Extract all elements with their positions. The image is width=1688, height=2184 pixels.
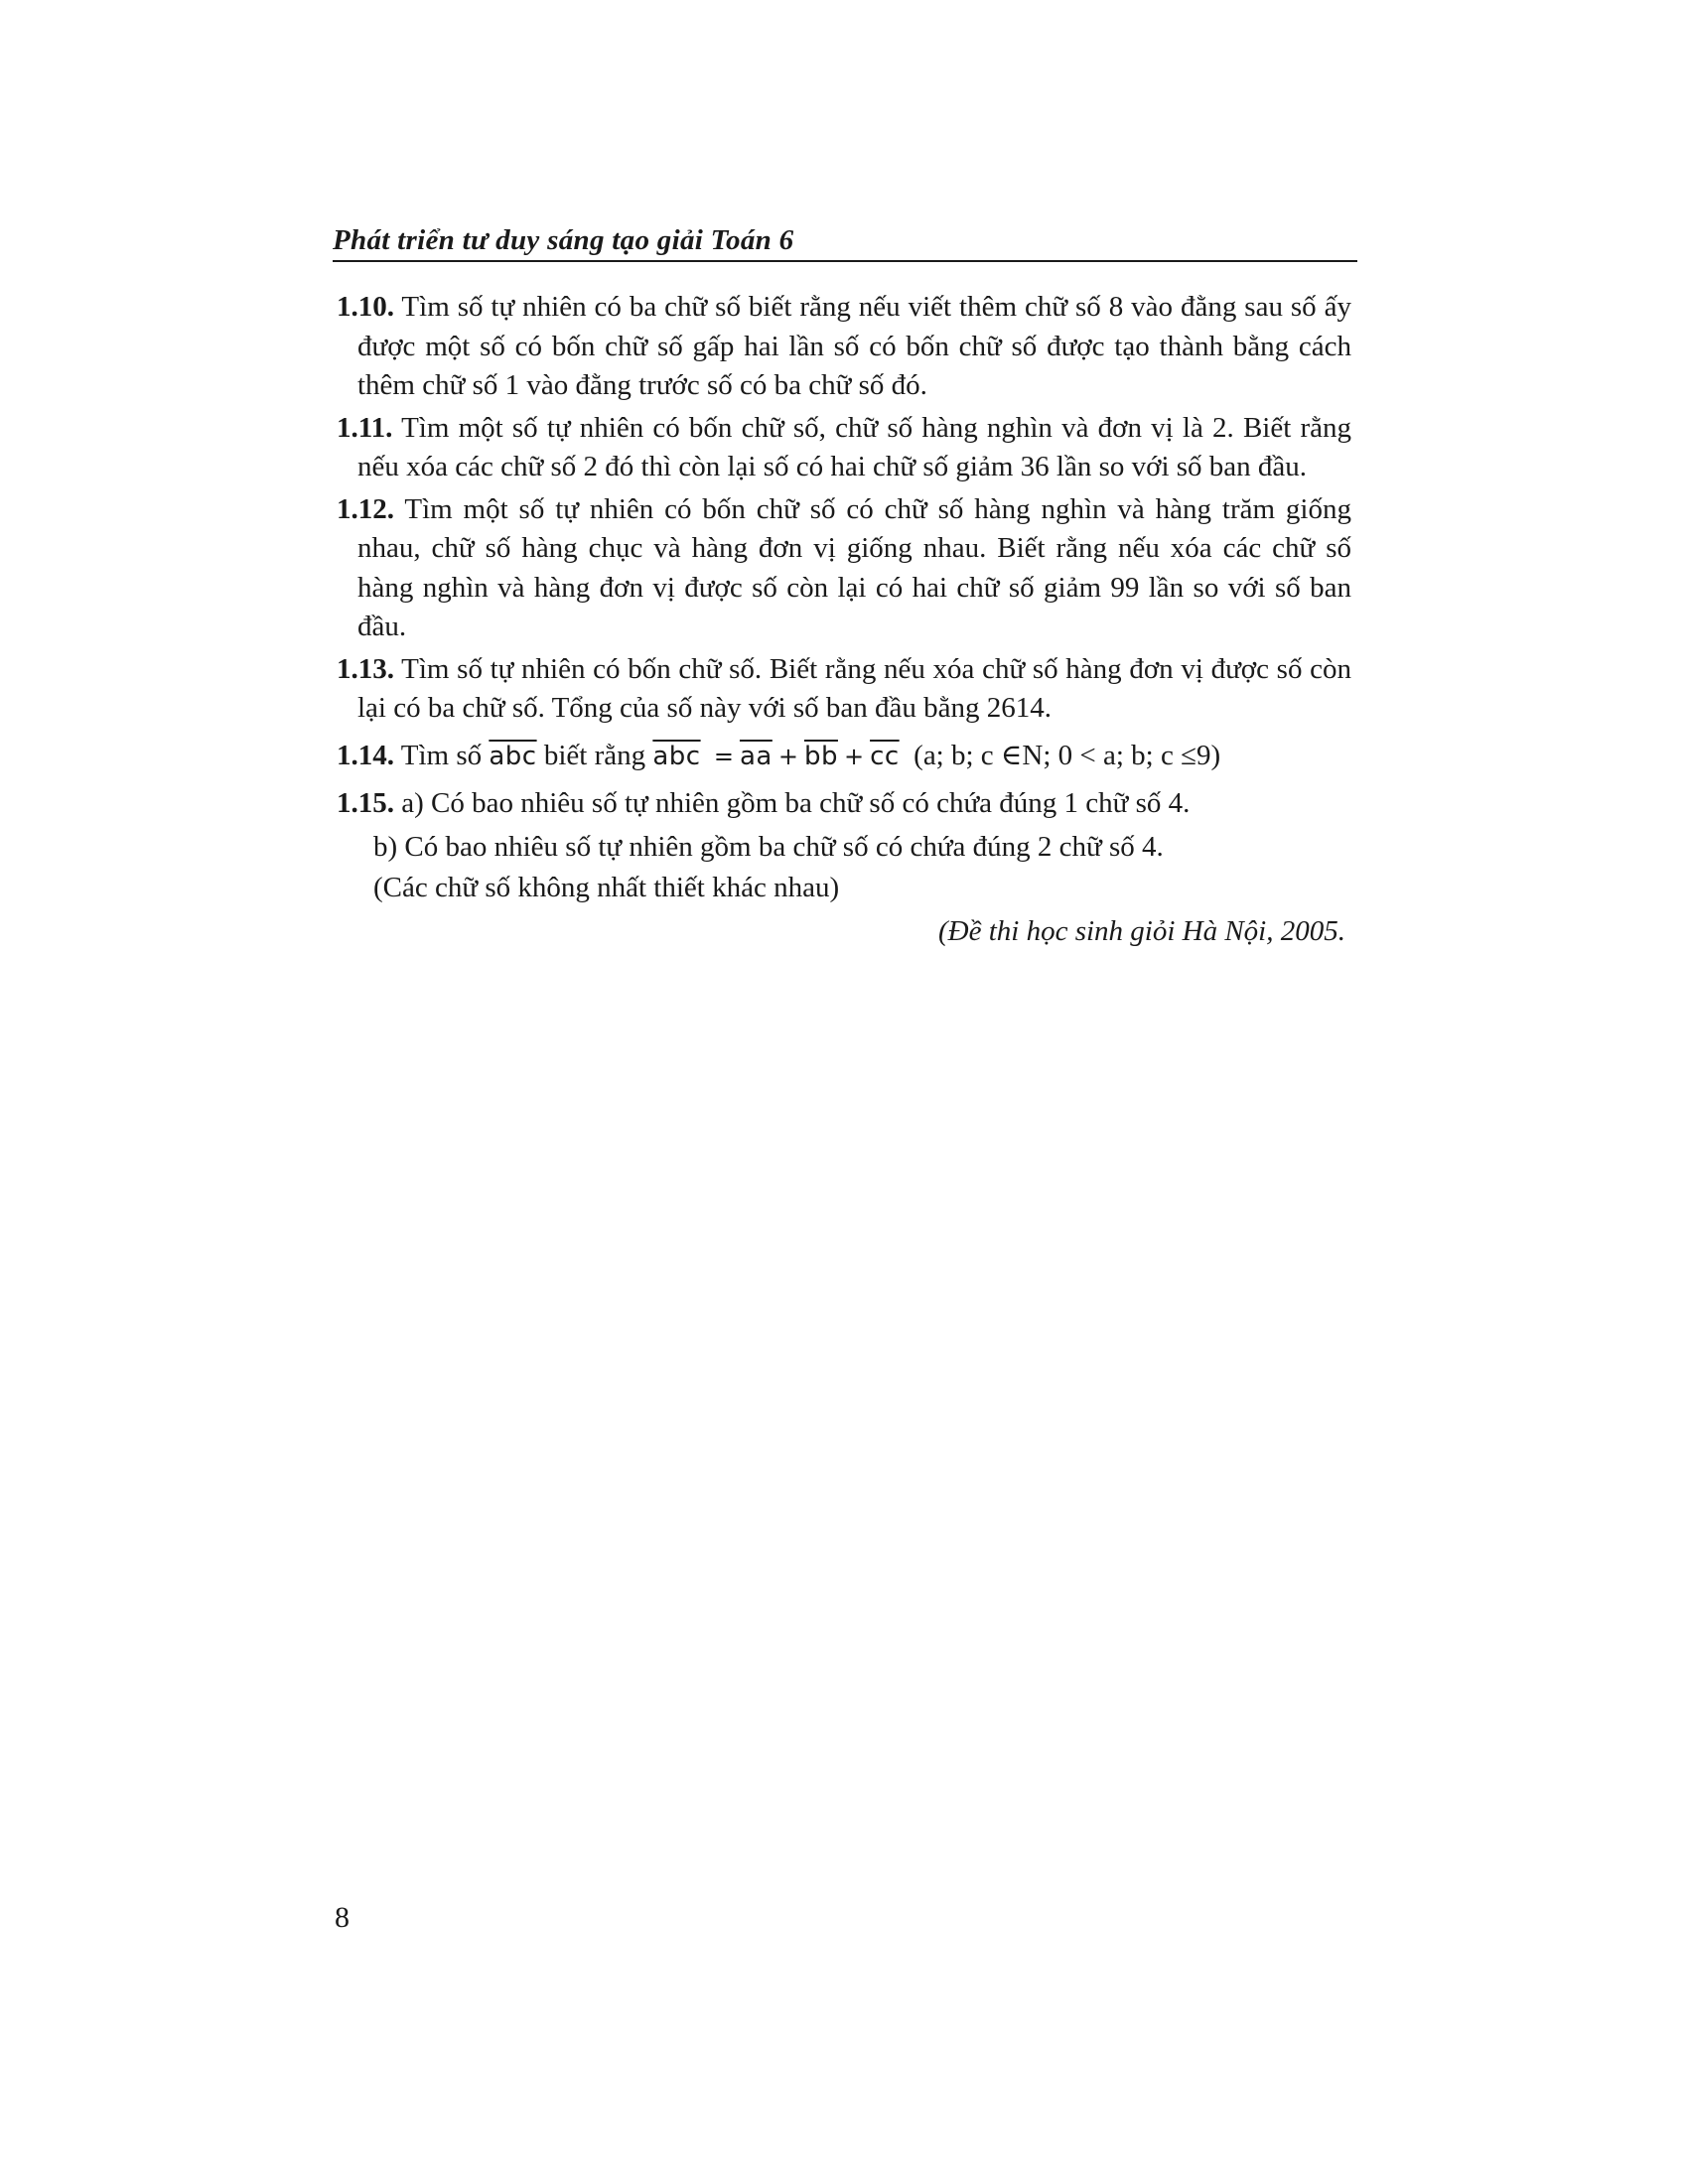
problem-text-before: Tìm số <box>400 739 483 771</box>
problem-1-10 <box>337 288 1351 406</box>
problem-text-mid: biết rằng <box>543 739 646 771</box>
overline-abc-lhs: $\overline{abc}$ <box>652 741 701 771</box>
overline-bb: $\overline{bb}$ <box>803 741 838 771</box>
problem-number: 1.11. <box>337 411 393 444</box>
problem-text: Tìm số tự nhiên có bốn chữ số. Biết rằng nếu xóa chữ số hàng đơn vị được số còn lại có ba chữ số. Tổng của số này với số ban đầu bằng 2614. <box>357 652 1351 724</box>
problem-1-15 <box>337 784 1351 824</box>
header-divider <box>333 260 1357 262</box>
running-header-title: Phát triển tư duy sáng tạo giải Toán 6 <box>333 224 794 256</box>
problem-condition: (a; b; c ∈N; 0 < a; b; c ≤9) <box>914 739 1221 771</box>
page-number: 8 <box>335 1901 350 1934</box>
problem-part-b: b) Có bao nhiêu số tự nhiên gồm ba chữ số có chứa đúng 2 chữ số 4. <box>373 830 1164 863</box>
problem-number: 1.14. <box>337 739 394 771</box>
problem-1-14 <box>337 737 1351 777</box>
problem-number: 1.13. <box>337 652 394 685</box>
problem-number: 1.12. <box>337 492 394 525</box>
plus-sign: + <box>777 742 798 770</box>
problem-text: Tìm một số tự nhiên có bốn chữ số, chữ số hàng nghìn và đơn vị là 2. Biết rằng nếu xóa các chữ số 2 đó thì còn lại số có hai chữ số giảm 36 lần so với số ban đầu. <box>357 411 1351 482</box>
problem-number: 1.10. <box>337 291 394 323</box>
problem-text: Tìm số tự nhiên có ba chữ số biết rằng nếu viết thêm chữ số 8 vào đằng sau số ấy được một số có bốn chữ số gấp hai lần số có bốn chữ số được tạo thành bằng cách thêm chữ số 1 vào đằng trước số có ba chữ số đó. <box>357 291 1351 401</box>
plus-sign: + <box>843 742 865 770</box>
problem-note: (Các chữ số không nhất thiết khác nhau) <box>373 872 840 903</box>
overline-aa: $\overline{aa}$ <box>739 741 773 771</box>
problem-1-12 <box>337 490 1351 647</box>
equals-sign: = <box>713 742 734 770</box>
problem-text: Tìm một số tự nhiên có bốn chữ số có chữ số hàng nghìn và hàng trăm giống nhau, chữ số hàng chục và hàng đơn vị giống nhau. Biết rằng nếu xóa các chữ số hàng nghìn và hàng đơn vị được số còn lại có hai chữ số giảm 99 lần so với số ban đầu. <box>357 492 1351 642</box>
problem-1-11 <box>337 409 1351 487</box>
problem-source: (Đề thi học sinh giỏi Hà Nội, 2005. <box>937 914 1345 947</box>
overline-abc: $\overline{abc}$ <box>489 741 537 771</box>
problem-1-13 <box>337 650 1351 729</box>
problem-part-a: a) Có bao nhiêu số tự nhiên gồm ba chữ số có chứa đúng 1 chữ số 4. <box>401 787 1191 819</box>
overline-cc: $\overline{cc}$ <box>870 741 900 771</box>
problem-number: 1.15. <box>337 787 394 819</box>
problem-list <box>337 288 1351 951</box>
